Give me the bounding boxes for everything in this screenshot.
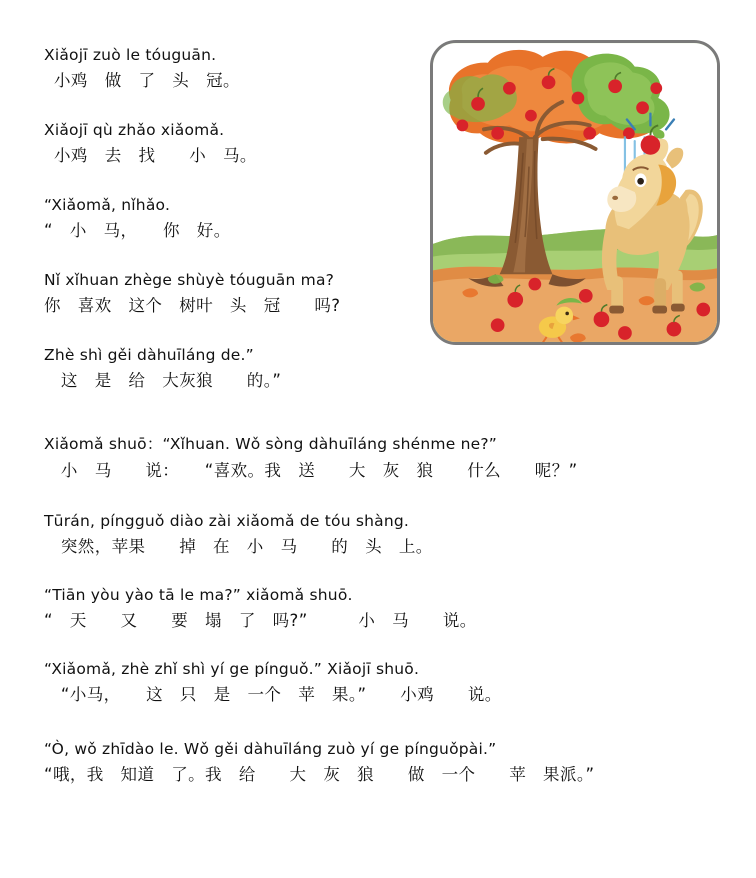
story-line xyxy=(44,740,594,785)
pinyin-text: “Tiān yòu yào tā le ma?” xiǎomǎ shuō. xyxy=(44,586,353,604)
pinyin-text: “Xiǎomǎ, nǐhǎo. xyxy=(44,196,171,214)
story-line xyxy=(44,432,578,481)
story-line xyxy=(44,196,231,241)
pinyin-text: Xiǎojī qù zhǎo xiǎomǎ. xyxy=(44,121,225,139)
story-line xyxy=(44,271,340,316)
hanzi-text: “哦，我 知道 了。我 给 大 灰 狼 做 一个 苹 果派。” xyxy=(44,765,595,784)
hanzi-text: 小鸡 去 找 小 马。 xyxy=(54,146,257,165)
hanzi-text: “ 天 又 要 塌 了 吗?” 小 马 说。 xyxy=(44,611,477,630)
pinyin-text: Nǐ xǐhuan zhège shùyè tóuguān ma? xyxy=(44,271,335,289)
apple-tree-and-pony-illustration xyxy=(430,40,720,345)
pinyin-text: Zhè shì gěi dàhuīláng de.” xyxy=(44,346,254,364)
hanzi-text: “ 小 马， 你 好。 xyxy=(44,221,231,240)
story-line xyxy=(44,121,257,166)
hanzi-text: 小 马 说： “喜欢。我 送 大 灰 狼 什么 呢？” xyxy=(44,461,578,480)
story-line xyxy=(44,512,433,557)
pinyin-text: “Xiǎomǎ, zhè zhǐ shì yí ge pínguǒ.” Xiǎojī shuō. xyxy=(44,660,420,678)
pinyin-text: Xiǎomǎ shuō：“Xǐhuan. Wǒ sòng dàhuīláng shénme ne?” xyxy=(44,435,498,453)
pinyin-text: Xiǎojī zuò le tóuguān. xyxy=(44,46,217,64)
story-line xyxy=(44,46,240,91)
hanzi-text: 你 喜欢 这个 树叶 头 冠 吗? xyxy=(44,296,341,315)
pinyin-text: Tūrán, píngguǒ diào zài xiǎomǎ de tóu shàng. xyxy=(44,512,410,530)
pinyin-text: “Ò, wǒ zhīdào le. Wǒ gěi dàhuīláng zuò yí ge pínguǒpài.” xyxy=(44,740,497,758)
hanzi-text: 小鸡 做 了 头 冠。 xyxy=(54,71,240,90)
story-line xyxy=(44,586,477,631)
story-line xyxy=(44,346,281,391)
hanzi-text: 这 是 给 大灰狼 的。” xyxy=(44,371,282,390)
hanzi-text: 突然，苹果 掉 在 小 马 的 头 上。 xyxy=(44,537,433,556)
story-line xyxy=(44,660,502,705)
hanzi-text: “小马， 这 只 是 一个 苹 果。” 小鸡 说。 xyxy=(44,685,502,704)
